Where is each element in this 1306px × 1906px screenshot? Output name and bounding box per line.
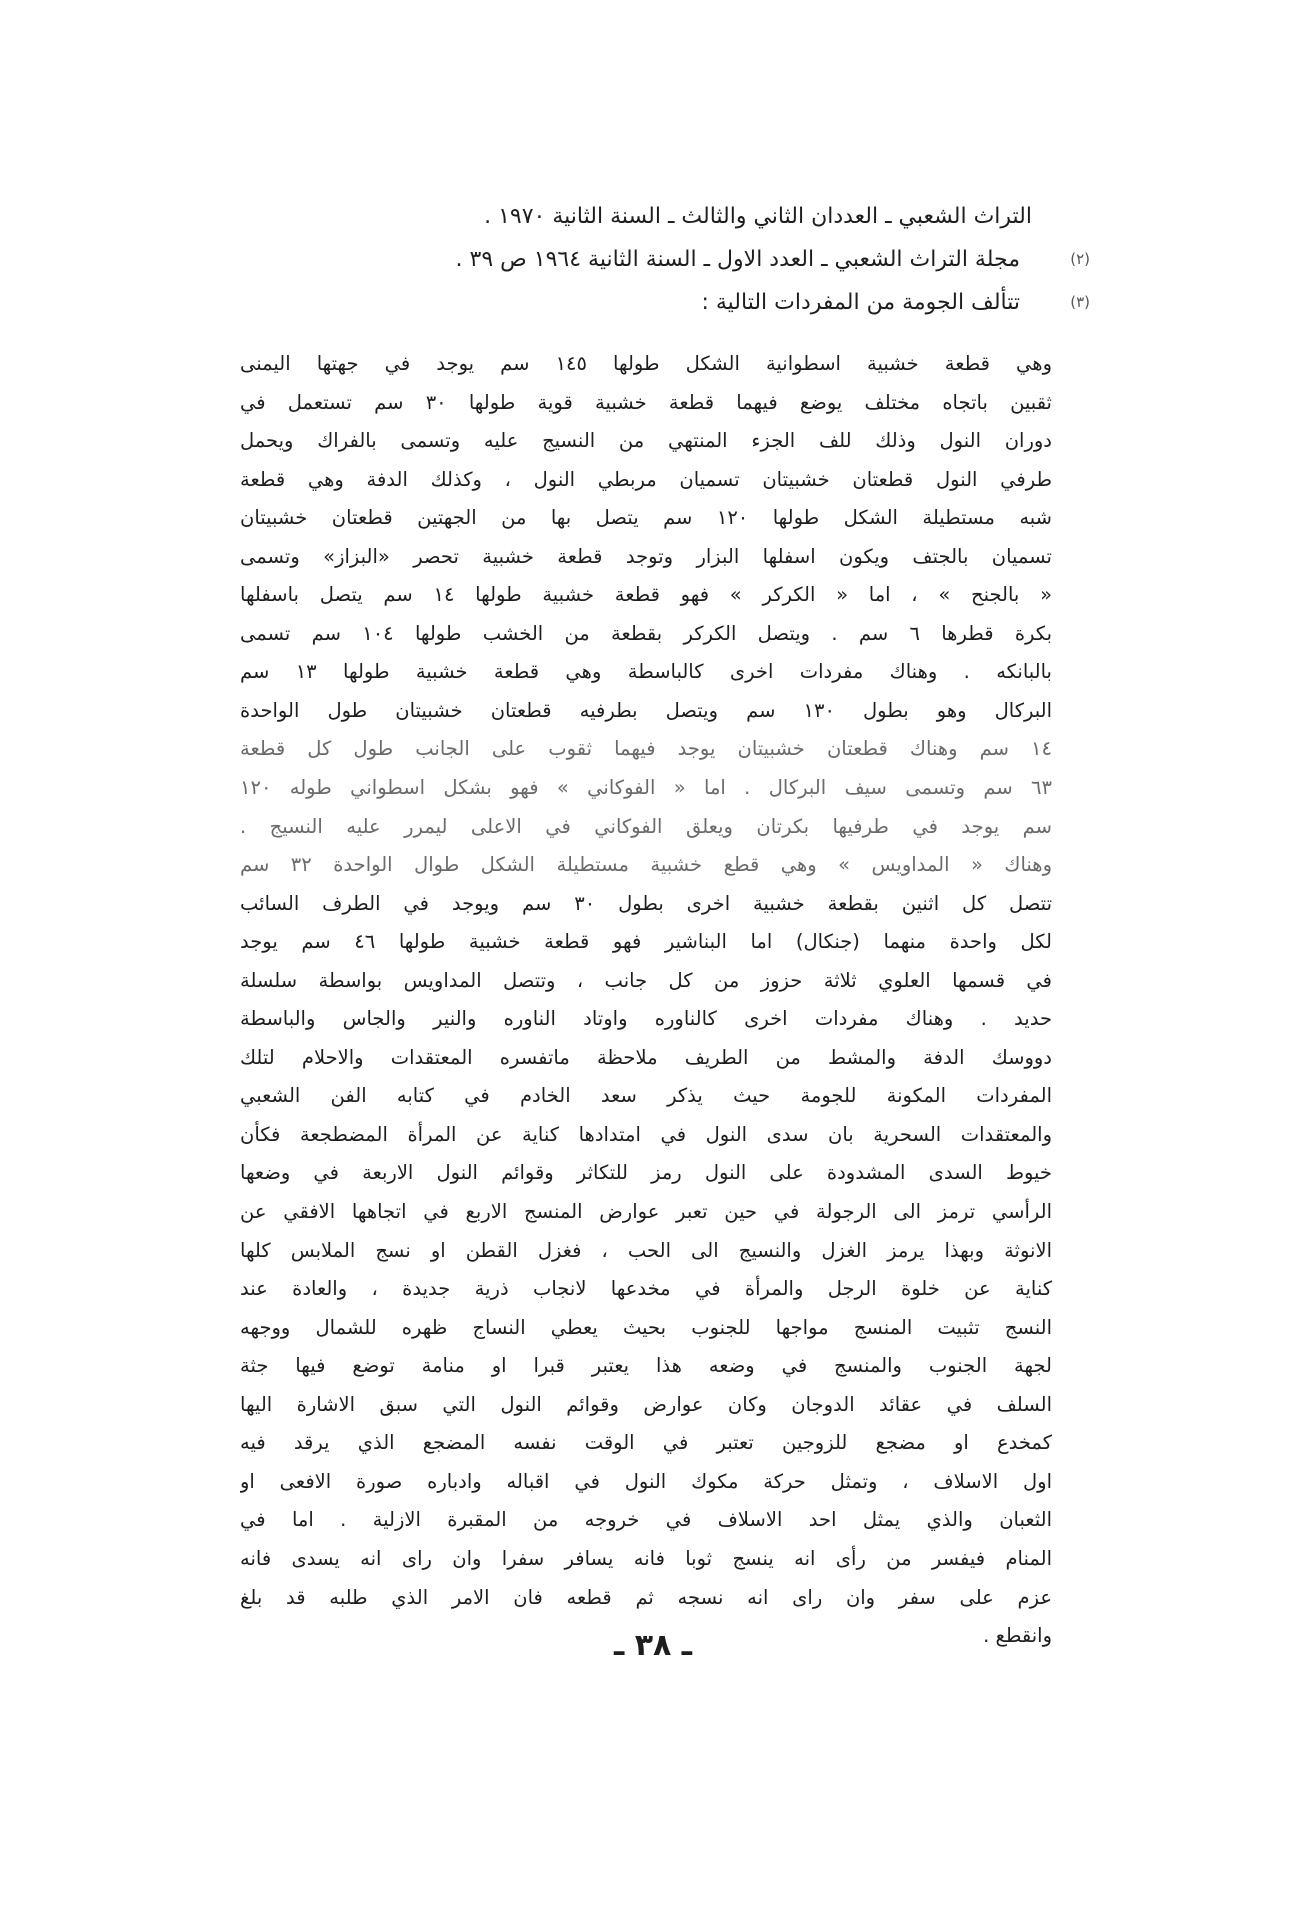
text-line: شبه مستطيلة الشكل طولها ١٢٠ سم يتصل بها من الجهتين قطعتان خشبيتان [240, 506, 1052, 530]
text-line: بالبانكه . وهناك مفردات اخرى كالباسطة وهي قطعة خشبية طولها ١٣ سم [240, 660, 1052, 684]
text-line: خيوط السدى المشدودة على النول رمز للتكاثر وقوائم النول الاربعة في وضعها [240, 1161, 1052, 1185]
footnote-number: (٣) [1070, 293, 1090, 311]
text-line: وهناك « المداويس » وهي قطع خشبية مستطيلة الشكل طوال الواحدة ٣٢ سم [240, 853, 1052, 877]
footnote-text: التراث الشعبي ـ العددان الثاني والثالث ـ السنة الثانية ١٩٧٠ . [484, 204, 1032, 229]
body-paragraph [240, 345, 1052, 1656]
text-line: المنام فيفسر من رأى انه ينسج ثوبا فانه يسافر سفرا وان راى انه يسدى فانه [240, 1546, 1052, 1570]
text-line: « بالجنح » ، اما « الكركر » فهو قطعة خشبية طولها ١٤ سم يتصل باسفلها [240, 583, 1052, 607]
text-line: لكل واحدة منهما (جنكال) اما البناشير فهو قطعة خشبية طولها ٤٦ سم يوجد [240, 930, 1052, 954]
text-line: دوران النول وذلك للف الجزء المنتهي من النسيج عليه وتسمى بالفراك ويحمل [240, 429, 1052, 453]
text-line: عزم على سفر وان راى انه نسجه ثم قطعه فان الامر الذي طلبه قد بلغ [240, 1585, 1052, 1609]
text-line: ثقبين باتجاه مختلف يوضع فيهما قطعة خشبية قوية طولها ٣٠ سم تستعمل في [240, 390, 1052, 414]
text-line: بكرة قطرها ٦ سم . ويتصل الكركر بقطعة من الخشب طولها ١٠٤ سم تسمى [240, 621, 1052, 645]
page-number: ـ ٣٨ ـ [613, 1628, 693, 1663]
text-line: حديد . وهناك مفردات اخرى كالناوره واوتاد الناوره والنير والجاس والباسطة [240, 1007, 1052, 1031]
text-line: والمعتقدات السحرية بان سدى النول في امتدادها كناية عن المرأة المضطجعة فكأن [240, 1122, 1052, 1146]
footnote [240, 195, 1070, 238]
text-line: ٦٣ سم وتسمى سيف البركال . اما « الفوكاني » فهو بشكل اسطواني طوله ١٢٠ [240, 776, 1052, 800]
text-line: سم يوجد في طرفيها بكرتان ويعلق الفوكاني في الاعلى ليمرر عليه النسيج . [240, 814, 1052, 838]
text-line: المفردات المكونة للجومة حيث يذكر سعد الخادم في كتابه الفن الشعبي [240, 1084, 1052, 1108]
text-line: وهي قطعة خشبية اسطوانية الشكل طولها ١٤٥ سم يوجد في جهتها اليمنى [240, 352, 1052, 375]
text-line: كناية عن خلوة الرجل والمرأة في مخدعها لانجاب ذرية جديدة ، والعادة عند [240, 1277, 1052, 1301]
text-line: البركال وهو بطول ١٣٠ سم ويتصل بطرفيه قطعتان خشبيتان طول الواحدة [240, 698, 1052, 722]
text-line: تسميان بالجتف ويكون اسفلها البزار وتوجد قطعة خشبية تحصر «البزاز» وتسمى [240, 544, 1052, 568]
text-line: النسج تثبيت المنسج مواجها للجنوب بحيث يعطي النساج ظهره للشمال ووجهه [240, 1315, 1052, 1339]
footnote-number: (٢) [1070, 250, 1090, 268]
text-line: في قسمها العلوي ثلاثة حزوز من كل جانب ، وتتصل المداويس بواسطة سلسلة [240, 968, 1052, 992]
footnotes [240, 195, 1090, 324]
footnote [240, 238, 1090, 281]
text-line: اول الاسلاف ، وتمثل حركة مكوك النول في اقباله وادباره صورة الافعى او [240, 1469, 1052, 1493]
text-line: السلف في عقائد الدوجان وكان عوارض وقوائم النول التي سبق الاشارة اليها [240, 1392, 1052, 1416]
text-line: وانقطع . [983, 1624, 1052, 1648]
text-line: الانوثة وبهذا يرمز الغزل والنسيج الى الحب ، فغزل القطن او نسج الملابس كلها [240, 1238, 1052, 1262]
text-line: لجهة الجنوب والمنسج في وضعه هذا يعتبر قبرا او منامة توضع فيها جثة [240, 1354, 1052, 1378]
text-line: دووسك الدفة والمشط من الطريف ملاحظة ماتفسره المعتقدات والاحلام لتلك [240, 1045, 1052, 1069]
text-line: تتصل كل اثنين بقطعة خشبية اخرى بطول ٣٠ سم ويوجد في الطرف السائب [240, 891, 1052, 915]
footnote-text: مجلة التراث الشعبي ـ العدد الاول ـ السنة الثانية ١٩٦٤ ص ٣٩ . [455, 247, 1020, 272]
footnote [240, 281, 1090, 324]
text-line: كمخدع او مضجع للزوجين تعتبر في الوقت نفسه المضجع الذي يرقد فيه [240, 1431, 1052, 1455]
text-line: ١٤ سم وهناك قطعتان خشبيتان يوجد فيهما ثقوب على الجانب طول كل قطعة [240, 737, 1052, 761]
footnote-text: تتألف الجومة من المفردات التالية : [701, 290, 1020, 315]
text-line: الرأسي ترمز الى الرجولة في حين تعبر عوارض المنسج الاربع في اتجاهها الافقي عن [240, 1200, 1052, 1224]
text-line: الثعبان والذي يمثل احد الاسلاف في خروجه من المقبرة الازلية . اما في [240, 1508, 1052, 1532]
text-line: طرفي النول قطعتان خشبيتان تسميان مربطي النول ، وكذلك الدفة وهي قطعة [240, 467, 1052, 491]
